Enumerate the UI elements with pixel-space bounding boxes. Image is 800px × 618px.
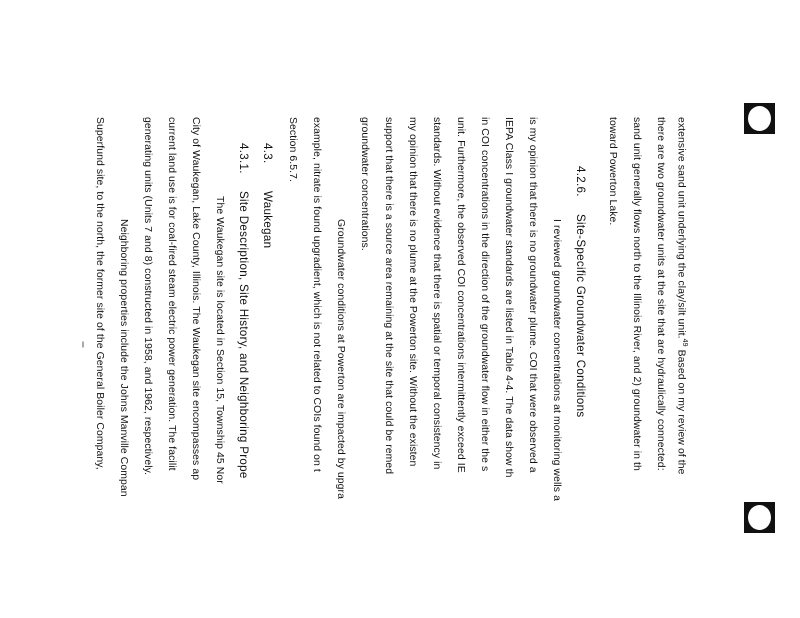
s426-line-8: support that there is a source area remaining at the site that could be remed bbox=[383, 117, 394, 475]
intro-line-3: sand unit generally flows north to the Illinois River, and 2) groundwater in th bbox=[631, 117, 642, 471]
s426-line-2: is my opinion that there is no groundwater plume. COI that were observed a bbox=[527, 117, 538, 473]
intro-line-4: toward Powerton Lake. bbox=[607, 117, 618, 226]
gw-line-1: Groundwater conditions at Powerton are impacted by upgra bbox=[335, 219, 346, 499]
s426-line-7: my opinion that there is no plume at the Powerton site. Without the existen bbox=[407, 117, 418, 467]
section-426-number: 4.2.6. bbox=[574, 166, 587, 197]
gw-line-2: example, nitrate is found upgradient, which is not related to COIs found on t bbox=[311, 117, 322, 472]
section-43-number: 4.3. bbox=[261, 143, 274, 164]
neighbors-line-2: Superfund site, to the north, the former site of the General Boiler Company, bbox=[94, 117, 105, 470]
s426-line-5: unit. Furthermore, the observed COI concentrations intermittently exceed IE bbox=[455, 117, 466, 473]
s426-line-3: IEPA Class I groundwater standards are listed in Table 4-4. The data show th bbox=[503, 117, 514, 478]
s431-line-4: generating units (Units 7 and 8) constructed in 1958, and 1962, respectively. bbox=[142, 117, 153, 476]
section-426-title: Site-Specific Groundwater Conditions bbox=[574, 214, 587, 418]
intro-line-2: there are two groundwater units at the site that are hydraulically connected: bbox=[655, 117, 666, 471]
intro-line-1: extensive sand unit underlying the clay/silt unit.$^{49}$ Based on my review of the bbox=[675, 117, 688, 475]
section-43-title: Waukegan bbox=[261, 191, 274, 249]
neighbors-line-1: Neighboring properties include the Johns Manville Compan bbox=[118, 219, 129, 497]
footnote-ref: 49 bbox=[681, 338, 688, 347]
s426-line-6: standards. Without evidence that there is spatial or temporal consistency in bbox=[431, 117, 442, 470]
s426-line-1: I reviewed groundwater concentrations at monitoring wells a bbox=[551, 219, 562, 501]
section-431-number: 4.3.1. bbox=[237, 143, 250, 174]
s431-line-2: City of Waukegan, Lake County, Illinois. The Waukegan site encompasses ap bbox=[190, 117, 201, 481]
s431-line-1: The Waukegan site is located in Section 15, Township 45 Nor bbox=[214, 196, 225, 484]
s426-line-9: groundwater concentrations. bbox=[359, 117, 370, 251]
s431-line-3: current land use is for coal-fired steam electric power generation. The facilit bbox=[166, 117, 177, 471]
gw-line-3: Section 6.5.7. bbox=[287, 117, 298, 182]
section-431-title: Site Description, Site History, and Neighboring Prope bbox=[237, 191, 250, 479]
s426-line-4: in COI concentrations in the direction of the groundwater flow in either the s bbox=[479, 117, 490, 472]
